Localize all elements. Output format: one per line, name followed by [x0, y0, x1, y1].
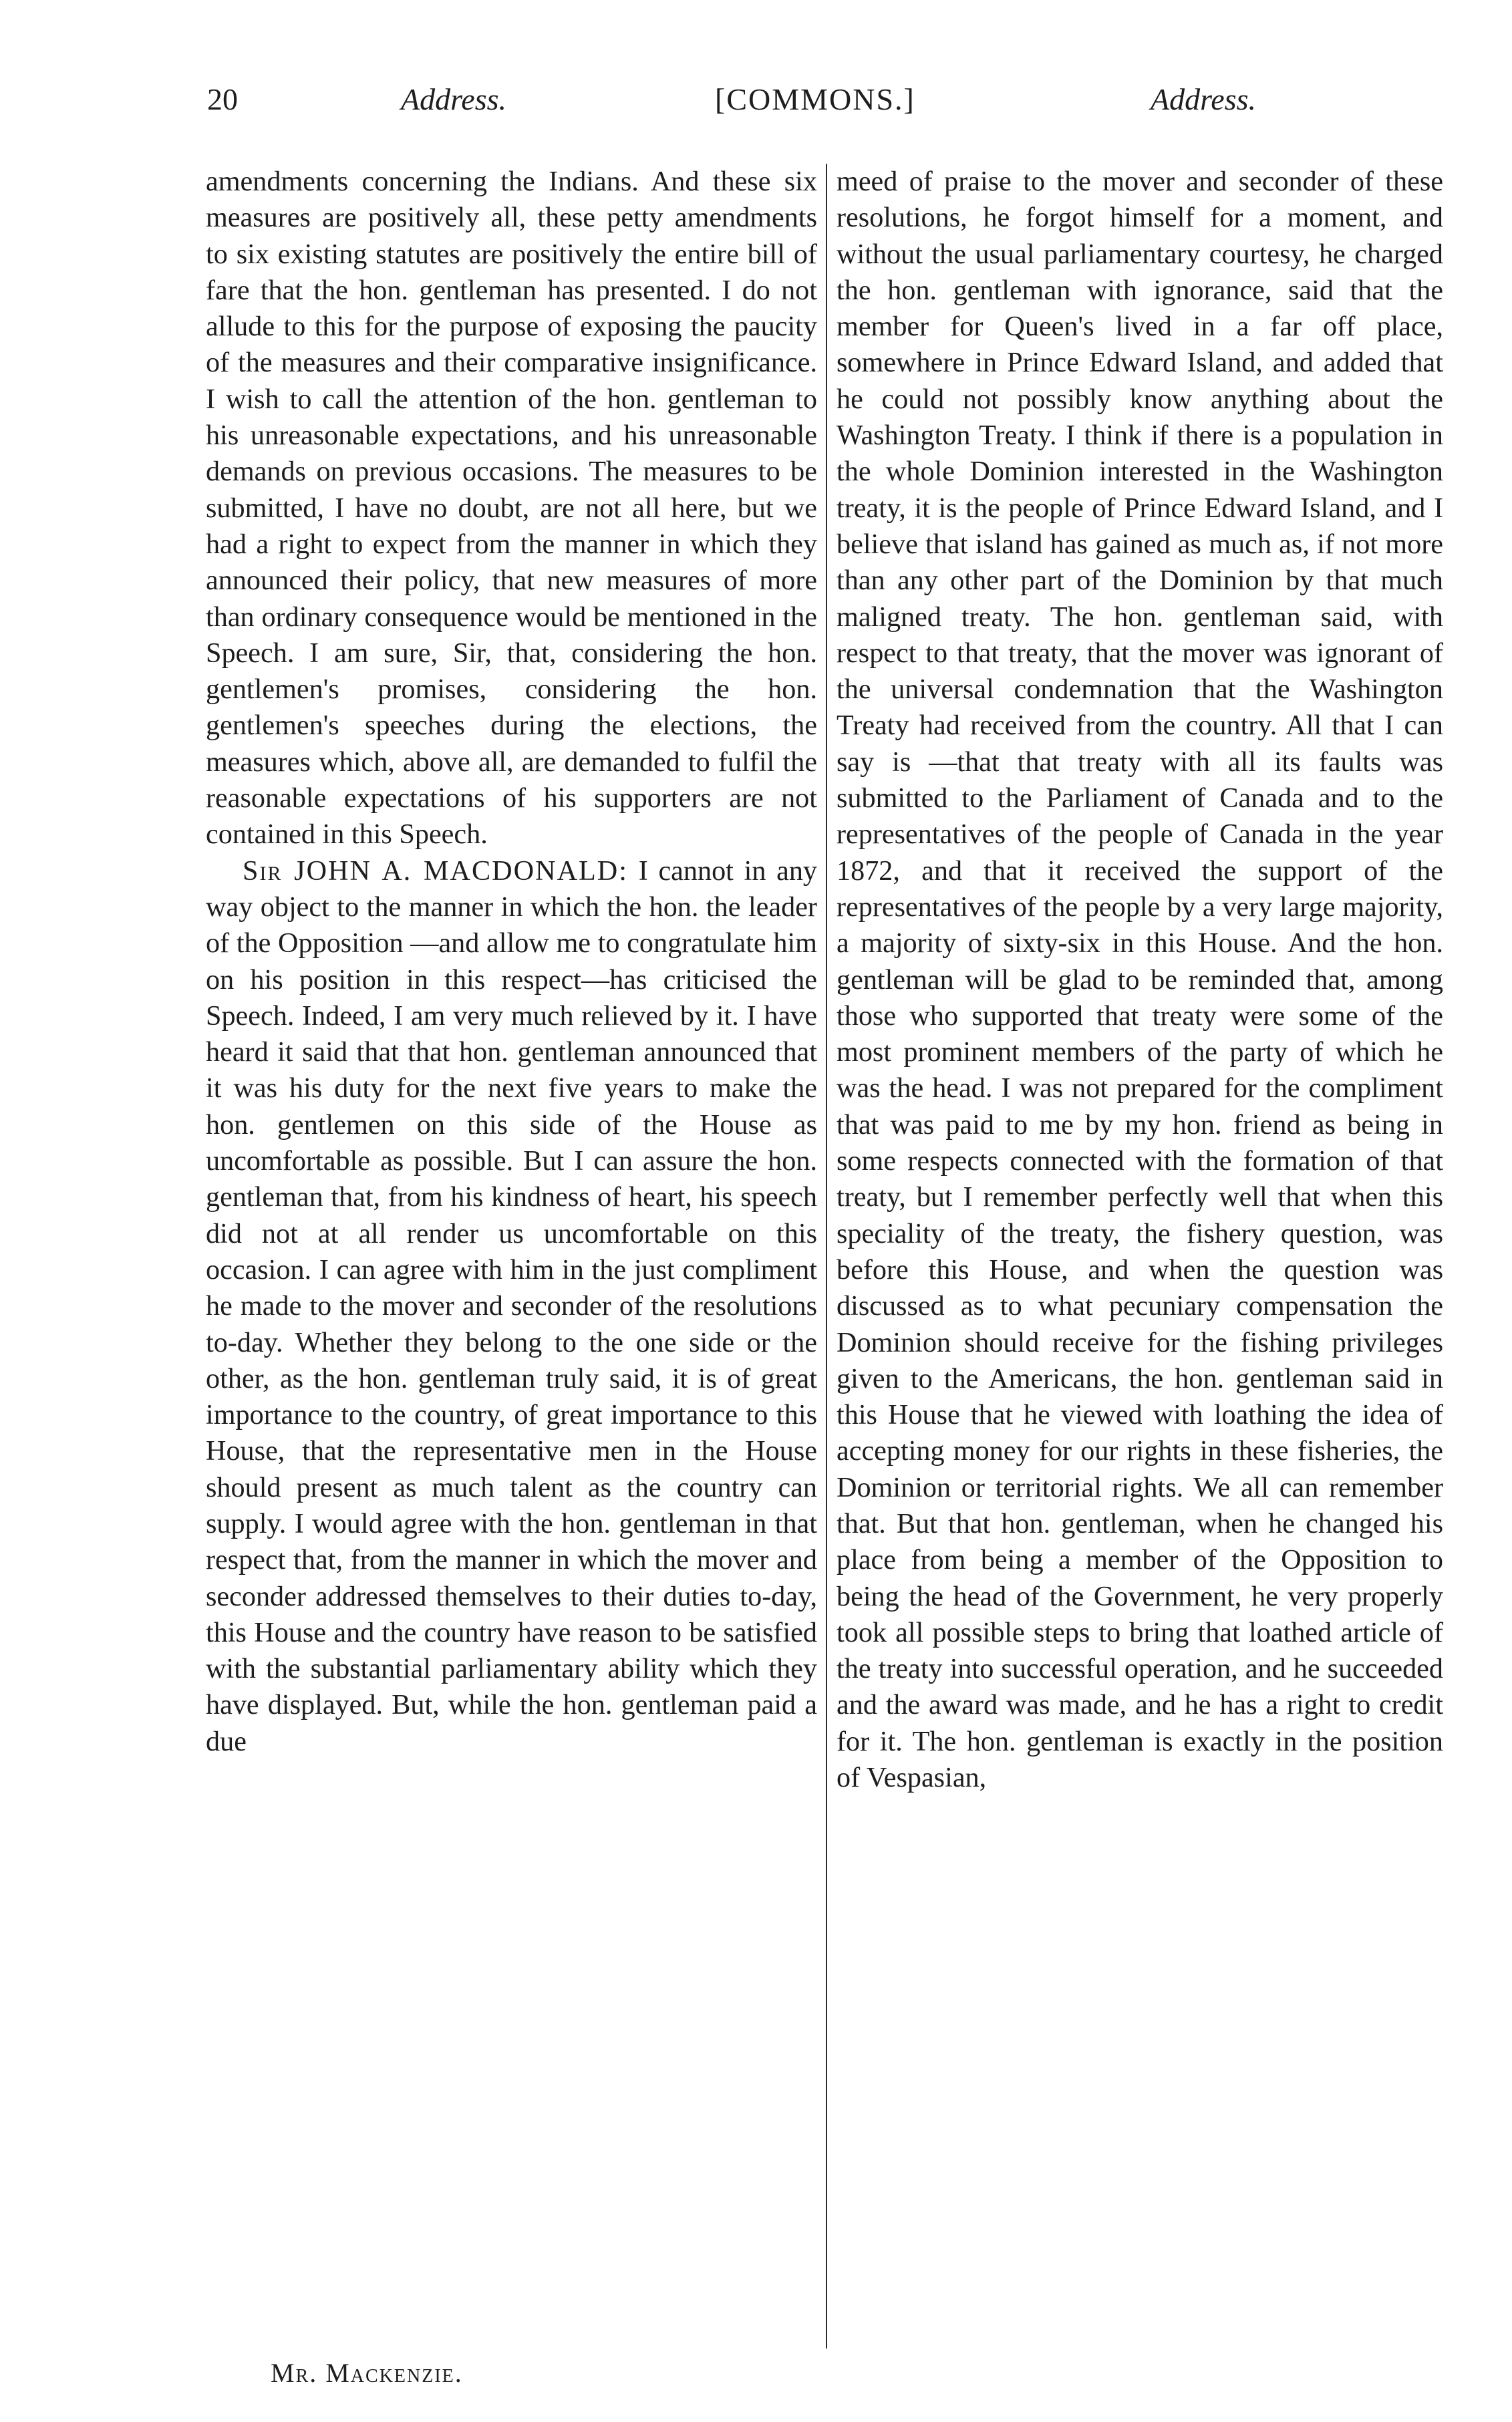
- header-center-title: [COMMONS.]: [715, 82, 915, 116]
- header-left-title: Address.: [401, 82, 507, 116]
- left-column: [206, 164, 817, 1760]
- right-column: [837, 164, 1443, 1796]
- left-paragraph-2: [206, 853, 817, 1760]
- right-paragraph-1: meed of praise to the mover and seconder of these resolutions, he forgot himself for a moment, and without the usual parliamentary courtesy, he charged the hon. gentleman with ignorance, said that the member for Queen's lived in a far off place, somewhere in Prince Edward Island, and added that he could not possibly know anything about the Washington Treaty. I think if there is a population in the whole Dominion interested in the Washington treaty, it is the people of Prince Edward Island, and I believe that island has gained as much as, if not more than any other part of the Dominion by that much maligned treaty. The hon. gentleman said, with respect to that treaty, that the mover was ignorant of the universal condemnation that the Washington Treaty had received from the country. All that I can say is —that that treaty with all its faults was submitted to the Parliament of Canada and to the representatives of the people of Canada in the year 1872, and that it received the support of the representatives of the people by a very large majority, a majority of sixty-six in this House. And the hon. gentleman will be glad to be reminded that, among those who supported that treaty were some of the most prominent members of the party of which he was the head. I was not prepared for the compliment that was paid to me by my hon. friend as being in some respects connected with the formation of that treaty, but I remember perfectly well that when this speciality of the treaty, the fishery question, was before this House, and when the question was discussed as to what pecuniary compensation the Dominion should receive for the fishing privileges given to the Americans, the hon. gentleman said in this House that he viewed with loathing the idea of accepting money for our rights in these fisheries, the Dominion or territorial rights. We all can remember that. But that hon. gentleman, when he changed his place from being a member of the Opposition to being the head of the Government, he very properly took all possible steps to bring that loathed article of the treaty into successful operation, and he succeeded and the award was made, and he has a right to credit for it. The hon. gentleman is exactly in the position of Vespasian,: [837, 166, 1443, 1794]
- running-header: [207, 82, 1283, 128]
- left-paragraph-2-text: I cannot in any way object to the manner in which the hon. the leader of the Opposition —and allow me to congratulate him on his position in this respect—has criticised the Speech. Indeed, I am very much relieved by it. I have heard it said that that hon. gentleman announced that it was his duty for the next five years to make the hon. gentlemen on this side of the House as uncomfortable as possible. But I can assure the hon. gentleman that, from his kindness of heart, his speech did not at all render us uncomfortable on this occasion. I can agree with him in the just compliment he made to the mover and seconder of the resolutions to-day. Whether they belong to the one side or the other, as the hon. gentleman truly said, it is of great importance to the country, of great importance to this House, that the representative men in the House should present as much talent as the country can supply. I would agree with the hon. gentleman in that respect that, from the manner in which the mover and seconder addressed themselves to their duties to-day, this House and the country have reason to be satisfied with the substantial parliamentary ability which they have displayed. But, while the hon. gentleman paid a due: [206, 855, 818, 1757]
- header-right-title: Address.: [1150, 82, 1256, 116]
- speaker-name: Sir JOHN A. MACDONALD:: [243, 855, 628, 887]
- column-divider: [826, 164, 827, 2349]
- running-footer: Mr. Mackenzie.: [271, 2358, 463, 2388]
- left-paragraph-1: amendments concerning the Indians. And these six measures are positively all, these petty amendments to six existing statutes are positively the entire bill of fare that the hon. gentleman has presented. I do not allude to this for the purpose of exposing the paucity of the measures and their comparative insignificance. I wish to call the attention of the hon. gentleman to his unreasonable expectations, and his unreasonable demands on previous occasions. The measures to be submitted, I have no doubt, are not all here, but we had a right to expect from the manner in which they announced their policy, that new measures of more than ordinary consequence would be mentioned in the Speech. I am sure, Sir, that, considering the hon. gentlemen's promises, considering the hon. gentlemen's speeches during the elections, the measures which, above all, are demanded to fulfil the reasonable expectations of his supporters are not contained in this Speech.: [206, 166, 817, 851]
- page-number: 20: [207, 82, 238, 116]
